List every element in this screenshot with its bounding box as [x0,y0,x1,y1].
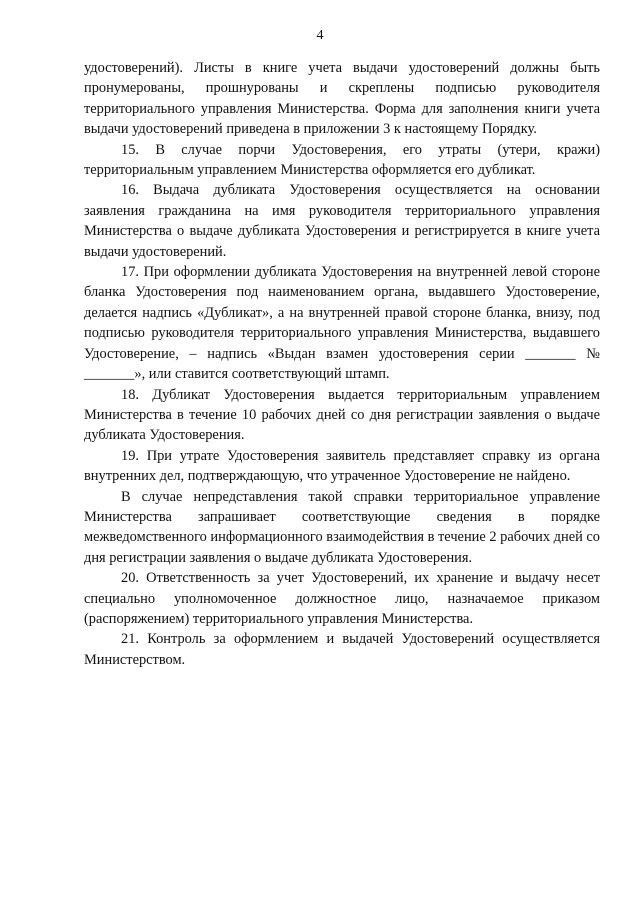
paragraph-17: 17. При оформлении дубликата Удостоверения на внутренней левой стороне бланка Удостоверения под наименованием органа, выдавшего Удостоверение, делается надпись «Дубликат», а на внутренней правой стороне бланка, внизу, под подписью руководителя территориального управления Министерства, выдавшего Удостоверение, – надпись «Выдан взамен удостоверения серии _______ № _______», или ставится соответствующий штамп. [84,264,600,383]
paragraph-19-note: В случае непредставления такой справки территориальное управление Министерства запрашивает соответствующие сведения в порядке межведомственного информационного взаимодействия в течение 2 рабочих дней со дня регистрации заявления о выдаче дубликата Удостоверения. [84,488,600,566]
paragraph-20: 20. Ответственность за учет Удостоверений, их хранение и выдачу несет специально уполномоченное должностное лицо, назначаемое приказом (распоряжением) территориального управления Министерства. [84,570,600,627]
paragraph-15: 15. В случае порчи Удостоверения, его утраты (утери, кражи) территориальным управлением Министерства оформляется его дубликат. [84,141,600,179]
page-number: 4 [316,28,324,43]
paragraph-18: 18. Дубликат Удостоверения выдается территориальным управлением Министерства в течение 10 рабочих дней со дня регистрации заявления о выдаче дубликата Удостоверения. [84,386,600,444]
paragraph-16: 16. Выдача дубликата Удостоверения осуществляется на основании заявления гражданина на имя руководителя территориального управления Министерства о выдаче дубликата Удостоверения и регистрируется в книге учета выдачи удостоверений. [84,182,600,260]
paragraph-continuation: удостоверений). Листы в книге учета выдачи удостоверений должны быть пронумерованы, прошнурованы и скреплены подписью руководителя территориального управления Министерства. Форма для заполнения книги учета выдачи удостоверений приведена в приложении 3 к настоящему Порядку. [84,60,600,138]
paragraph-19: 19. При утрате Удостоверения заявитель представляет справку из органа внутренних дел, подтверждающую, что утраченное Удостоверение не найдено. [84,447,600,485]
document-body [84,58,600,670]
paragraph-21: 21. Контроль за оформлением и выдачей Удостоверений осуществляется Министерством. [84,631,600,668]
